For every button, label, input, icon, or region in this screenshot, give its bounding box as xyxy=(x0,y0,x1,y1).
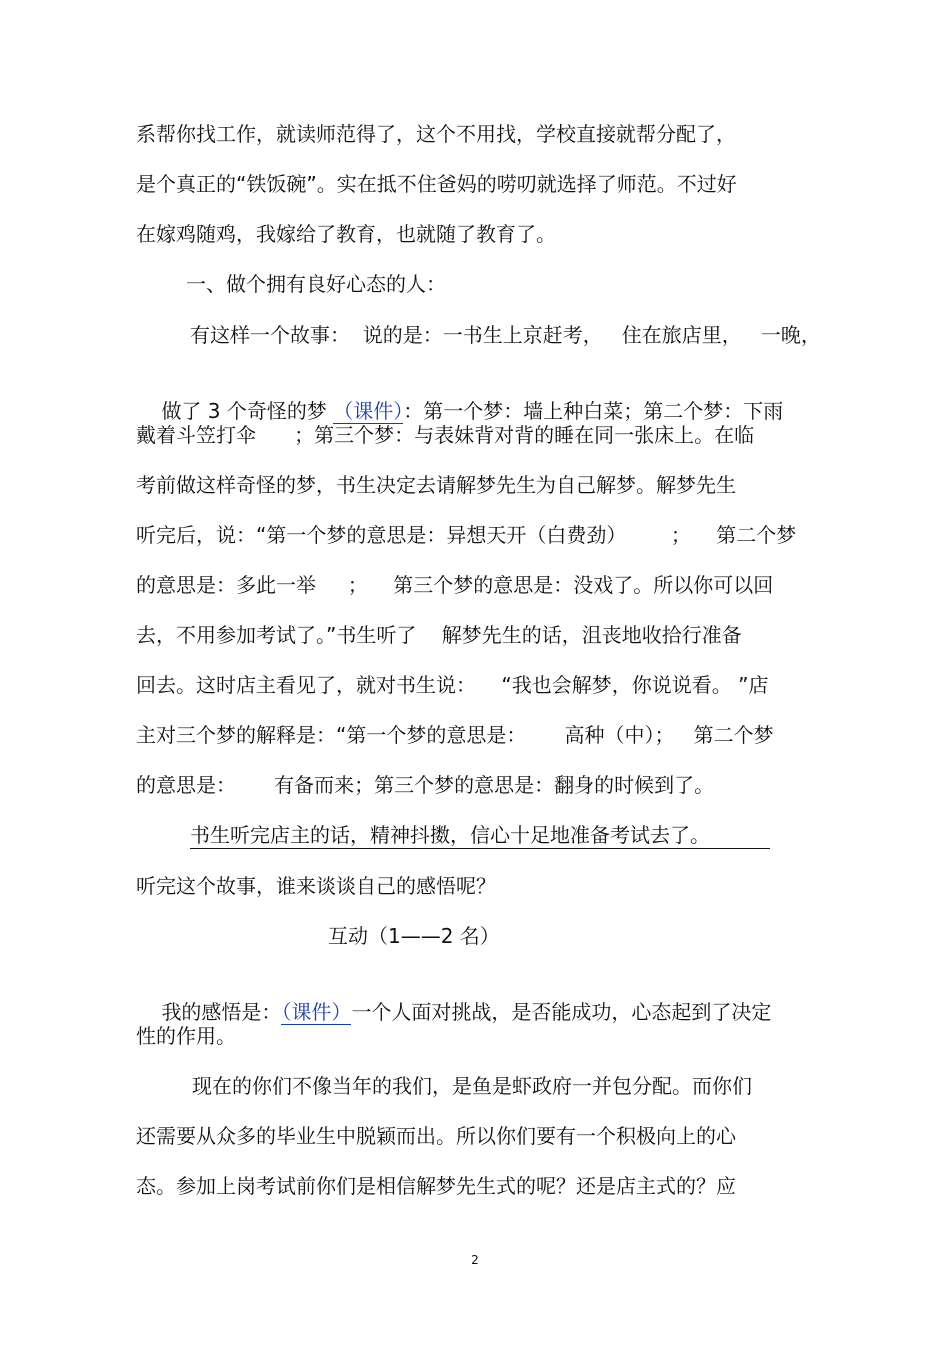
courseware-link[interactable]: （课件） xyxy=(333,399,404,423)
paragraph-line: 在嫁鸡随鸡，我嫁给了教育，也就随了教育了。 xyxy=(136,222,556,246)
interaction-note: 互动（1——2 名） xyxy=(328,924,500,948)
section-heading: 一、做个拥有良好心态的人： xyxy=(186,272,446,296)
paragraph-line: 考前做这样奇怪的梦，书生决定去请解梦先生为自己解梦。解梦先生 xyxy=(136,473,736,497)
paragraph-line: 性的作用。 xyxy=(136,1024,236,1048)
paragraph-line: 听完这个故事，谁来谈谈自己的感悟呢？ xyxy=(136,874,496,898)
paragraph-line: 回去。这时店主看见了，就对书生说： “我也会解梦，你说说看。 ”店 xyxy=(136,673,769,697)
text-span: 我的感悟是： xyxy=(161,1000,282,1024)
text-span: 做了 3 个奇怪的梦 xyxy=(161,399,334,423)
paragraph-line: 听完后，说：“第一个梦的意思是：异想天开（白费劲） ； 第二个梦 xyxy=(136,523,797,547)
underlined-line: 书生听完店主的话，精神抖擞，信心十足地准备考试去了。 xyxy=(190,822,770,849)
paragraph-line: 系帮你找工作，就读师范得了，这个不用找，学校直接就帮分配了， xyxy=(136,122,736,146)
paragraph-line: 的意思是： 有备而来；第三个梦的意思是：翻身的时候到了。 xyxy=(136,773,715,797)
paragraph-line: 戴着斗笠打伞 ；第三个梦：与表妹背对背的睡在同一张床上。在临 xyxy=(136,423,755,447)
paragraph-line: 的意思是：多此一举 ； 第三个梦的意思是：没戏了。所以你可以回 xyxy=(136,573,774,597)
text-span: ：第一个梦：墙上种白菜；第二个梦：下雨 xyxy=(403,399,784,423)
paragraph-line: 态。参加上岗考试前你们是相信解梦先生式的呢？还是店主式的？应 xyxy=(136,1174,736,1198)
paragraph-line: 现在的你们不像当年的我们，是鱼是虾政府一并包分配。而你们 xyxy=(192,1074,752,1098)
text-span: 一个人面对挑战，是否能成功，心态起到了决定 xyxy=(351,1000,772,1024)
courseware-link[interactable]: （课件） xyxy=(281,1000,352,1024)
paragraph-line: 主对三个梦的解释是：“第一个梦的意思是： 高种（中）； 第二个梦 xyxy=(136,723,774,747)
paragraph-line: 还需要从众多的毕业生中脱颖而出。所以你们要有一个积极向上的心 xyxy=(136,1124,736,1148)
page-number: 2 xyxy=(471,1253,479,1267)
paragraph-line: 去，不用参加考试了。”书生听了 解梦先生的话，沮丧地收拾行准备 xyxy=(136,623,742,647)
paragraph-line: 有这样一个故事： 说的是：一书生上京赶考， 住在旅店里， 一晚， xyxy=(190,323,821,347)
paragraph-line: 是个真正的“铁饭碗”。实在抵不住爸妈的唠叨就选择了师范。不过好 xyxy=(136,172,737,196)
